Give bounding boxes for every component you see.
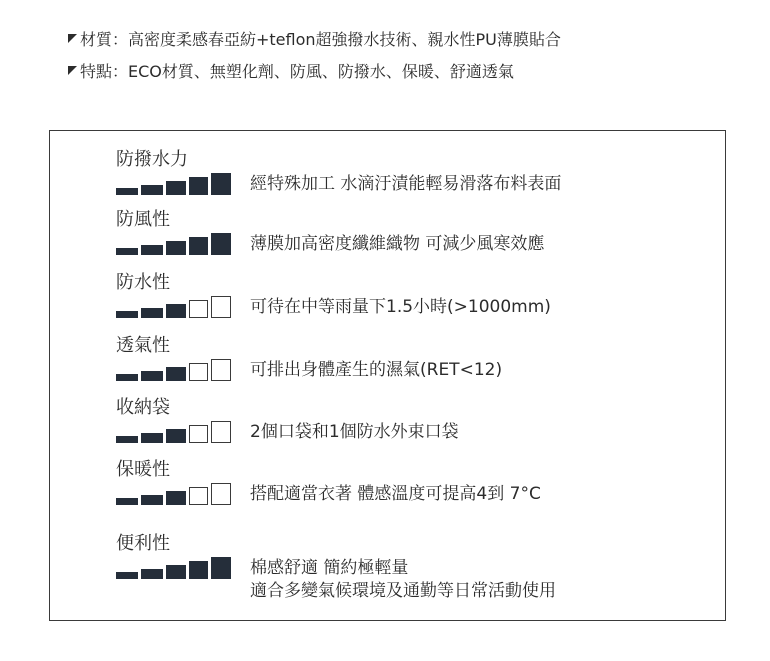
feature-windproof	[116, 209, 716, 256]
feature-description	[250, 173, 561, 196]
meter-segment-filled	[116, 374, 138, 381]
triangle-bullet-icon	[68, 34, 77, 43]
feature-title: 防撥水力	[116, 149, 188, 170]
meter-segment-filled	[211, 557, 231, 579]
feature-description	[250, 233, 544, 256]
meter-segment-filled	[189, 237, 208, 255]
meter-segment-filled	[211, 233, 231, 255]
feature-breathability	[116, 335, 716, 382]
feature-description	[250, 557, 556, 603]
meter-segment-filled	[141, 433, 163, 443]
meter-segment-filled	[166, 491, 186, 505]
description-line: 2個口袋和1個防水外束口袋	[250, 422, 459, 442]
feature-description	[250, 296, 551, 319]
meter-segment-empty	[211, 483, 231, 505]
meter-segment-empty	[189, 425, 208, 443]
feature-title: 透氣性	[116, 335, 170, 356]
meter-segment-filled	[116, 311, 138, 318]
triangle-bullet-icon	[68, 66, 77, 75]
description-line: 棉感舒適 簡約極輕量	[250, 558, 409, 578]
feature-water-repellency	[116, 149, 716, 196]
meter-segment-filled	[166, 429, 186, 443]
description-line: 可排出身體產生的濕氣(RET<12)	[250, 360, 503, 380]
rating-meter	[116, 483, 236, 505]
feature-warmth	[116, 459, 716, 506]
rating-meter	[116, 173, 236, 195]
feature-panel	[49, 130, 726, 621]
feature-description	[250, 483, 541, 506]
meter-segment-filled	[116, 572, 138, 579]
feature-title: 保暖性	[116, 459, 170, 480]
meter-segment-filled	[189, 561, 208, 579]
material-line	[68, 24, 748, 56]
feature-storage-bag	[116, 397, 716, 444]
meter-segment-filled	[166, 181, 186, 195]
feature-title: 便利性	[116, 533, 170, 554]
meter-segment-empty	[211, 421, 231, 443]
meter-segment-filled	[116, 248, 138, 255]
meter-segment-filled	[141, 569, 163, 579]
meter-segment-filled	[141, 245, 163, 255]
description-line: 可待在中等雨量下1.5小時(>1000mm)	[250, 297, 551, 317]
meter-segment-filled	[166, 565, 186, 579]
meter-segment-filled	[141, 308, 163, 318]
meter-segment-filled	[189, 177, 208, 195]
rating-meter	[116, 557, 236, 579]
features-text: 特點：ECO材質、無塑化劑、防風、防撥水、保暖、舒適透氣	[80, 62, 514, 81]
meter-segment-empty	[211, 359, 231, 381]
feature-convenience	[116, 533, 716, 603]
meter-segment-empty	[189, 487, 208, 505]
rating-meter	[116, 296, 236, 318]
description-line: 適合多變氣候環境及通勤等日常活動使用	[250, 581, 556, 601]
meter-segment-filled	[166, 367, 186, 381]
rating-meter	[116, 421, 236, 443]
feature-description	[250, 421, 459, 444]
meter-segment-filled	[116, 498, 138, 505]
rating-meter	[116, 359, 236, 381]
description-line: 經特殊加工 水滴汙漬能輕易滑落布料表面	[250, 174, 562, 194]
feature-title: 防風性	[116, 209, 170, 230]
feature-title: 防水性	[116, 272, 170, 293]
rating-meter	[116, 233, 236, 255]
meter-segment-filled	[166, 304, 186, 318]
feature-description	[250, 359, 502, 382]
meter-segment-filled	[116, 436, 138, 443]
feature-title: 收納袋	[116, 397, 170, 418]
meter-segment-empty	[189, 300, 208, 318]
features-line	[68, 56, 748, 88]
meter-segment-filled	[166, 241, 186, 255]
meter-segment-empty	[211, 296, 231, 318]
feature-waterproof	[116, 272, 716, 319]
meter-segment-filled	[141, 495, 163, 505]
meter-segment-filled	[211, 173, 231, 195]
description-line: 薄膜加高密度纖維織物 可減少風寒效應	[250, 234, 545, 254]
meter-segment-filled	[141, 185, 163, 195]
material-text: 材質：高密度柔感春亞紡+teflon超強撥水技術、親水性PU薄膜貼合	[80, 30, 561, 49]
meter-segment-filled	[141, 371, 163, 381]
intro-section	[68, 24, 748, 88]
meter-segment-empty	[189, 363, 208, 381]
description-line: 搭配適當衣著 體感溫度可提高4到 7°C	[250, 484, 541, 504]
meter-segment-filled	[116, 188, 138, 195]
